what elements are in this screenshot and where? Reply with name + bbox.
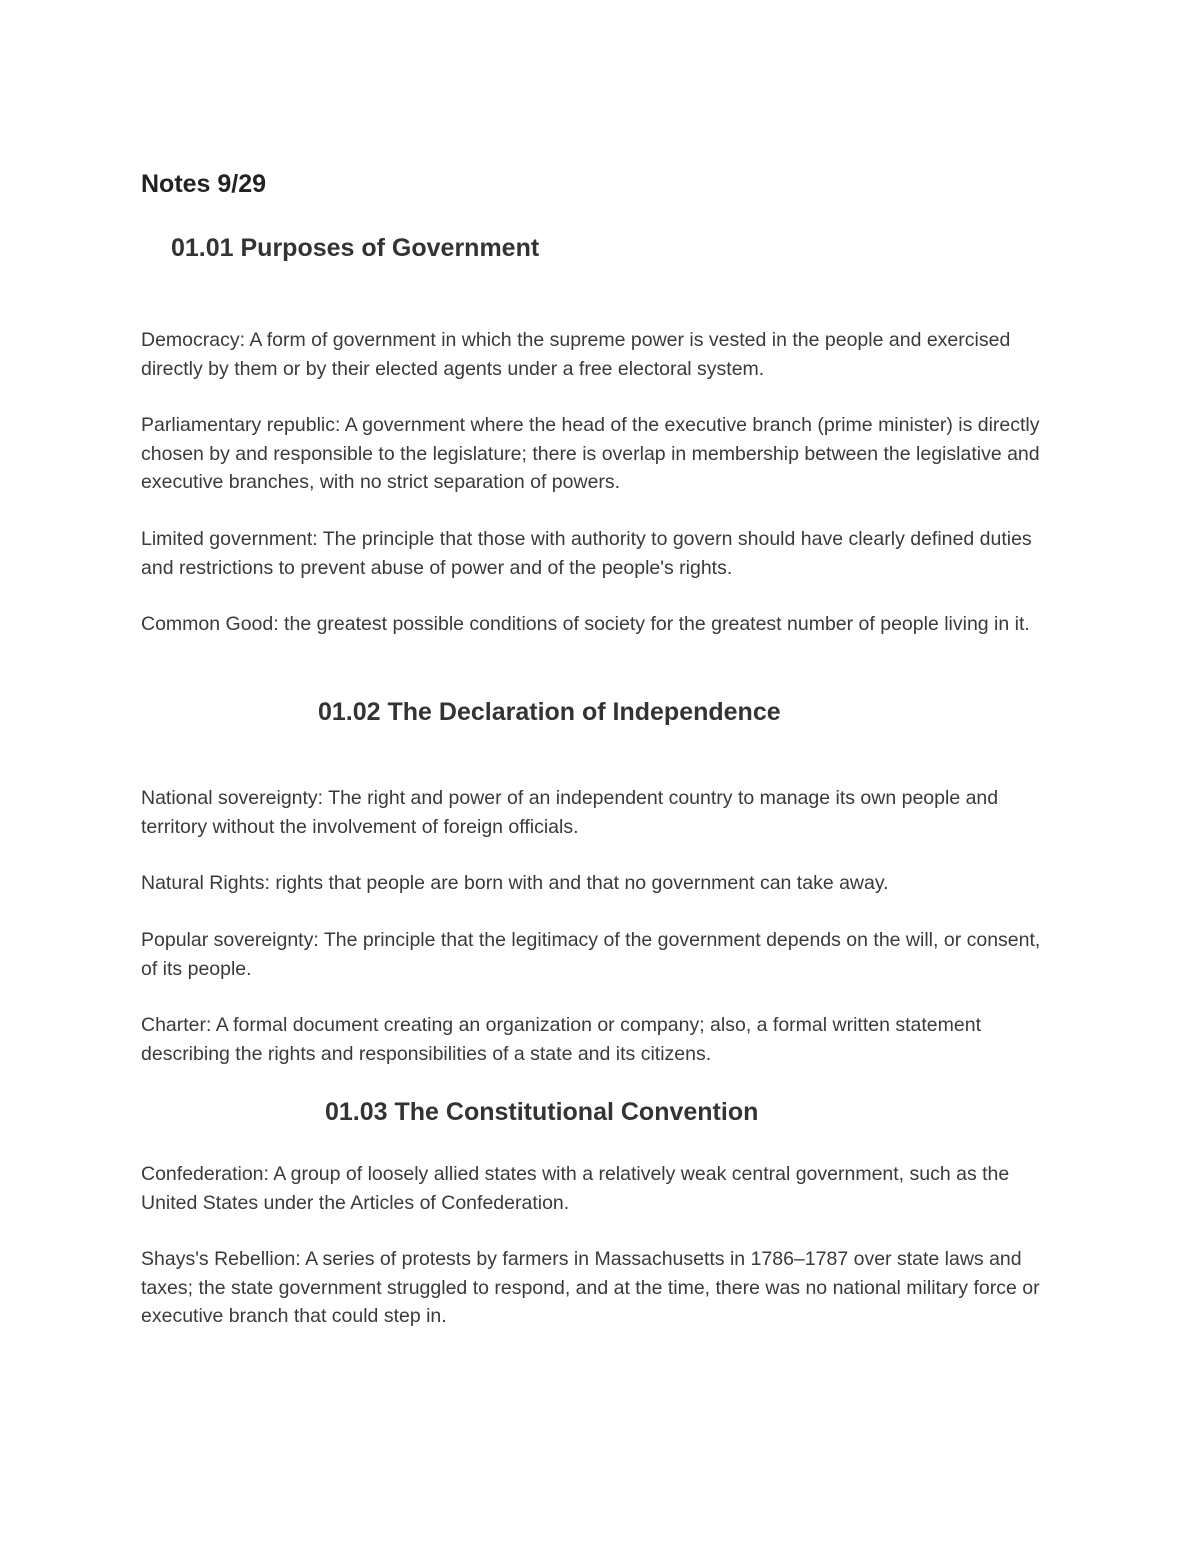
definition-democracy: Democracy: A form of government in which the supreme power is vested in the people and exercised directly by them or by their elected agents under a free electoral system.	[141, 329, 1011, 380]
definition-charter: Charter: A formal document creating an organization or company; also, a formal written statement describing the rights and responsibilities of a state and its citizens.	[141, 1014, 981, 1065]
definition-shays-rebellion: Shays's Rebellion: A series of protests by farmers in Massachusetts in 1786–1787 over state laws and taxes; the state government struggled to respond, and at the time, there was no national military force or executive branch that could step in.	[141, 1248, 1040, 1328]
definition-limited-government: Limited government: The principle that those with authority to govern should have clearly defined duties and restrictions to prevent abuse of power and of the people's rights.	[141, 528, 1032, 579]
definition-natural-rights: Natural Rights: rights that people are born with and that no government can take away.	[141, 872, 889, 894]
section-heading-purposes: 01.01 Purposes of Government	[171, 234, 540, 262]
definition-parliamentary-republic: Parliamentary republic: A government where the head of the executive branch (prime minister) is directly chosen by and responsible to the legislature; there is overlap in membership between the legislative and executive branches, with no strict separation of powers.	[141, 414, 1040, 494]
document-title: Notes 9/29	[141, 170, 267, 198]
definition-national-sovereignty: National sovereignty: The right and power of an independent country to manage its own people and territory without the involvement of foreign officials.	[141, 787, 999, 838]
section-heading-declaration: 01.02 The Declaration of Independence	[318, 698, 781, 726]
definition-common-good: Common Good: the greatest possible conditions of society for the greatest number of people living in it.	[141, 613, 1030, 635]
definition-confederation: Confederation: A group of loosely allied states with a relatively weak central government, such as the United States under the Articles of Confederation.	[141, 1163, 1010, 1214]
section-heading-constitutional-convention: 01.03 The Constitutional Convention	[325, 1098, 759, 1126]
definition-popular-sovereignty: Popular sovereignty: The principle that the legitimacy of the government depends on the will, or consent, of its people.	[141, 929, 1041, 980]
